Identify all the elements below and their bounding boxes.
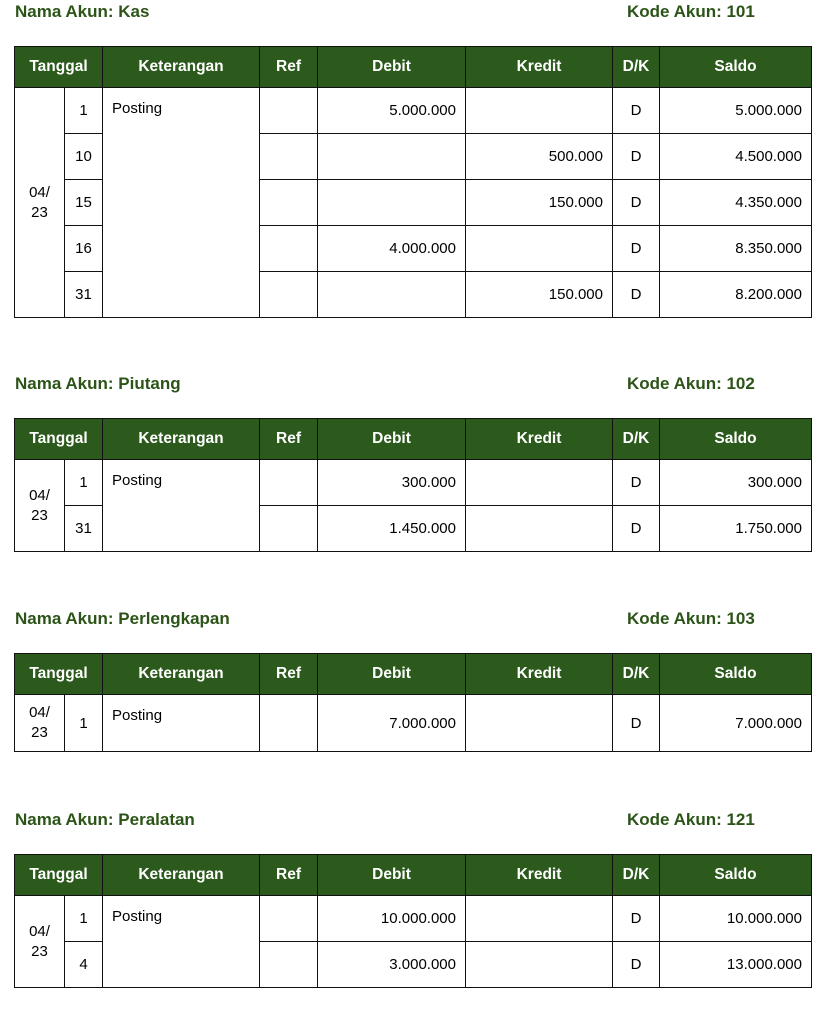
date-cell [15, 88, 65, 318]
col-header-ref: Ref [260, 47, 318, 88]
col-header-ref: Ref [260, 855, 318, 896]
ledger-table [14, 418, 812, 552]
dk-cell: D [613, 695, 660, 752]
dk-cell: D [613, 460, 660, 506]
date-cell [15, 695, 65, 752]
col-header-dk: D/K [613, 654, 660, 695]
date-year: 23 [31, 942, 48, 960]
table-row [15, 88, 812, 134]
keterangan-cell: Posting [103, 896, 260, 988]
ref-cell [260, 506, 318, 552]
col-header-debit: Debit [318, 47, 466, 88]
day-cell: 4 [65, 942, 103, 988]
debit-cell [318, 180, 466, 226]
account-name: Nama Akun: Peralatan [15, 810, 195, 829]
col-header-dk: D/K [613, 47, 660, 88]
ref-cell [260, 942, 318, 988]
kredit-cell: 500.000 [466, 134, 613, 180]
day-cell: 1 [65, 88, 103, 134]
account-header [0, 0, 824, 24]
col-header-saldo: Saldo [660, 855, 812, 896]
col-header-tanggal: Tanggal [15, 855, 103, 896]
col-header-debit: Debit [318, 419, 466, 460]
col-header-saldo: Saldo [660, 654, 812, 695]
kredit-cell [466, 88, 613, 134]
ref-cell [260, 134, 318, 180]
col-header-kredit: Kredit [466, 654, 613, 695]
account-header [0, 607, 824, 631]
ref-cell [260, 460, 318, 506]
header-row [15, 419, 812, 460]
dk-cell: D [613, 896, 660, 942]
col-header-ref: Ref [260, 419, 318, 460]
kredit-cell [466, 460, 613, 506]
col-header-keterangan: Keterangan [103, 419, 260, 460]
date-year: 23 [31, 203, 48, 221]
debit-cell: 5.000.000 [318, 88, 466, 134]
date-cell [15, 460, 65, 552]
ledger-table [14, 854, 812, 988]
account-code: Kode Akun: 101 [627, 2, 755, 21]
date-cell [15, 896, 65, 988]
col-header-tanggal: Tanggal [15, 419, 103, 460]
ref-cell [260, 272, 318, 318]
saldo-cell: 4.500.000 [660, 134, 812, 180]
date-month: 04/ [29, 486, 50, 504]
debit-cell: 3.000.000 [318, 942, 466, 988]
col-header-kredit: Kredit [466, 855, 613, 896]
col-header-dk: D/K [613, 419, 660, 460]
account-name: Nama Akun: Perlengkapan [15, 609, 230, 628]
account-name: Nama Akun: Piutang [15, 374, 181, 393]
ledger-table [14, 653, 812, 752]
date-month: 04/ [29, 922, 50, 940]
day-cell: 16 [65, 226, 103, 272]
kredit-cell: 150.000 [466, 272, 613, 318]
keterangan-cell: Posting [103, 695, 260, 752]
col-header-dk: D/K [613, 855, 660, 896]
saldo-cell: 5.000.000 [660, 88, 812, 134]
debit-cell [318, 272, 466, 318]
account-code: Kode Akun: 103 [627, 609, 755, 628]
kredit-cell [466, 896, 613, 942]
account-code: Kode Akun: 102 [627, 374, 755, 393]
col-header-saldo: Saldo [660, 47, 812, 88]
col-header-debit: Debit [318, 855, 466, 896]
debit-cell [318, 134, 466, 180]
day-cell: 31 [65, 272, 103, 318]
saldo-cell: 8.200.000 [660, 272, 812, 318]
dk-cell: D [613, 134, 660, 180]
saldo-cell: 4.350.000 [660, 180, 812, 226]
day-cell: 1 [65, 695, 103, 752]
col-header-keterangan: Keterangan [103, 855, 260, 896]
dk-cell: D [613, 942, 660, 988]
table-row [15, 695, 812, 752]
date-year: 23 [31, 506, 48, 524]
col-header-kredit: Kredit [466, 419, 613, 460]
saldo-cell: 10.000.000 [660, 896, 812, 942]
keterangan-cell: Posting [103, 460, 260, 552]
account-header [0, 808, 824, 832]
date-year: 23 [31, 724, 48, 741]
debit-cell: 300.000 [318, 460, 466, 506]
day-cell: 1 [65, 460, 103, 506]
dk-cell: D [613, 506, 660, 552]
saldo-cell: 7.000.000 [660, 695, 812, 752]
saldo-cell: 8.350.000 [660, 226, 812, 272]
header-row [15, 654, 812, 695]
debit-cell: 7.000.000 [318, 695, 466, 752]
col-header-keterangan: Keterangan [103, 654, 260, 695]
dk-cell: D [613, 88, 660, 134]
day-cell: 10 [65, 134, 103, 180]
debit-cell: 10.000.000 [318, 896, 466, 942]
day-cell: 1 [65, 896, 103, 942]
saldo-cell: 1.750.000 [660, 506, 812, 552]
kredit-cell [466, 695, 613, 752]
table-row [15, 896, 812, 942]
col-header-ref: Ref [260, 654, 318, 695]
account-name: Nama Akun: Kas [15, 2, 150, 21]
kredit-cell [466, 226, 613, 272]
debit-cell: 1.450.000 [318, 506, 466, 552]
dk-cell: D [613, 226, 660, 272]
header-row [15, 47, 812, 88]
ref-cell [260, 226, 318, 272]
col-header-saldo: Saldo [660, 419, 812, 460]
day-cell: 31 [65, 506, 103, 552]
kredit-cell: 150.000 [466, 180, 613, 226]
ref-cell [260, 695, 318, 752]
debit-cell: 4.000.000 [318, 226, 466, 272]
ledger-table [14, 46, 812, 318]
header-row [15, 855, 812, 896]
col-header-kredit: Kredit [466, 47, 613, 88]
day-cell: 15 [65, 180, 103, 226]
dk-cell: D [613, 272, 660, 318]
date-month: 04/ [29, 183, 50, 201]
col-header-tanggal: Tanggal [15, 654, 103, 695]
col-header-tanggal: Tanggal [15, 47, 103, 88]
col-header-keterangan: Keterangan [103, 47, 260, 88]
saldo-cell: 300.000 [660, 460, 812, 506]
dk-cell: D [613, 180, 660, 226]
kredit-cell [466, 942, 613, 988]
table-row [15, 460, 812, 506]
ref-cell [260, 180, 318, 226]
saldo-cell: 13.000.000 [660, 942, 812, 988]
kredit-cell [466, 506, 613, 552]
account-header [0, 372, 824, 396]
col-header-debit: Debit [318, 654, 466, 695]
ref-cell [260, 88, 318, 134]
date-month: 04/ [29, 704, 50, 721]
account-code: Kode Akun: 121 [627, 810, 755, 829]
ref-cell [260, 896, 318, 942]
keterangan-cell: Posting [103, 88, 260, 318]
